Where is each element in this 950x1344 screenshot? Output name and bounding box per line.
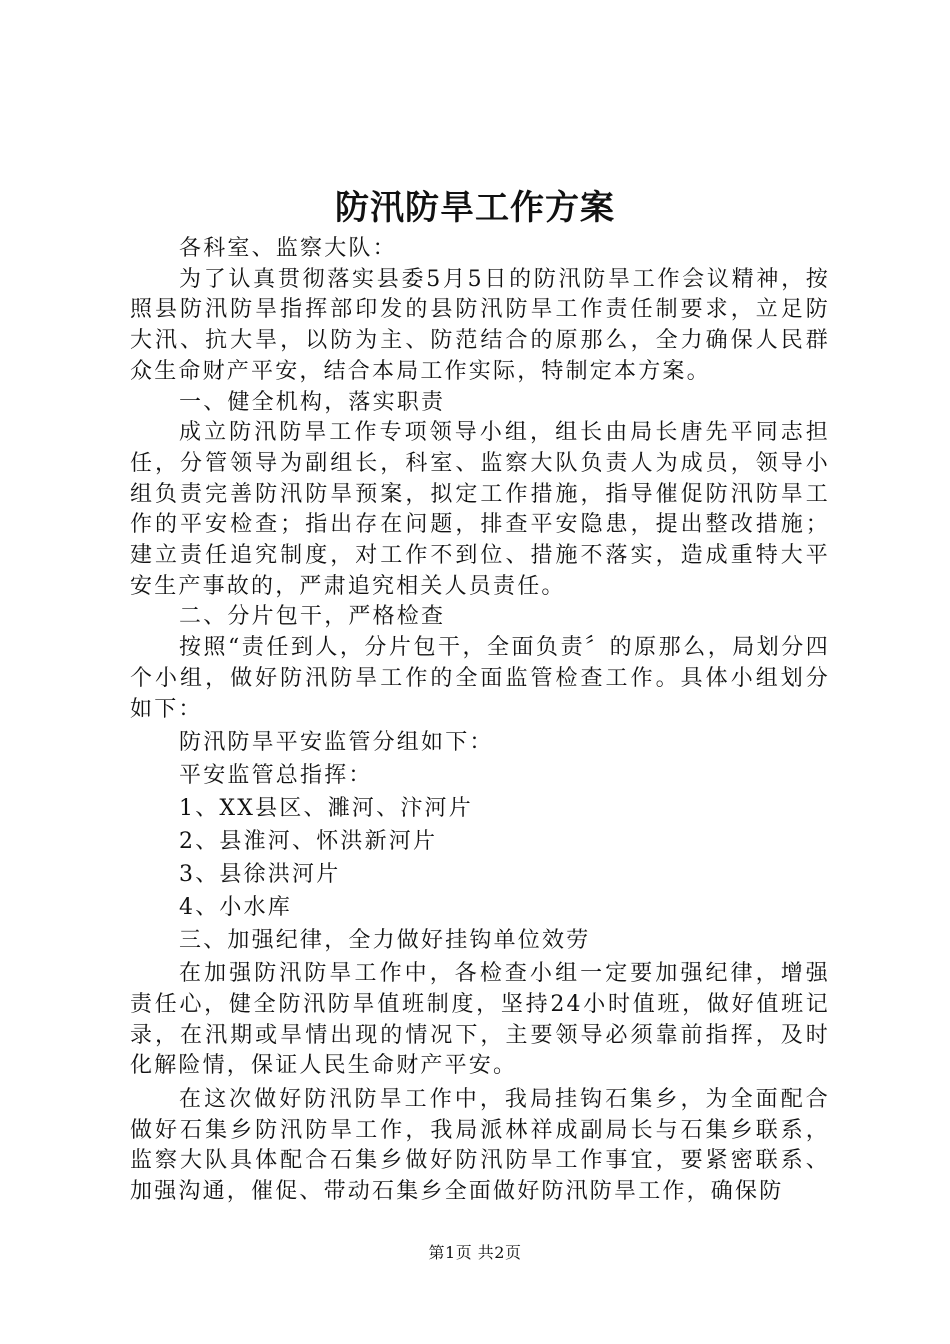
section-3-body-1: 在加强防汛防旱工作中，各检查小组一定要加强纪律，增强责任心，健全防汛防旱值班制度，坚持24小时值班，做好值班记录，在汛期或旱情出现的情况下，主要领导必须靠前指挥，及时化解险情，保证人民生命财产平安。 [130,961,830,1079]
commander-line: 平安监管总指挥： [179,763,373,789]
section-3-heading: 三、加强纪律，全力做好挂钩单位效劳 [179,928,591,954]
page-footer: 第1页 共2页 [428,1243,522,1262]
section-1-heading: 一、健全机构，落实职责 [179,389,446,415]
section-1-body: 成立防汛防旱工作专项领导小组，组长由局长唐先平同志担任，分管领导为副组长，科室、监察大队负责人为成员，领导小组负责完善防汛防旱预案，拟定工作措施，指导催促防汛防旱工作的平安检查；指出存在问题，排查平安隐患，提出整改措施；建立责任追究制度，对工作不到位、措施不落实，造成重特大平安生产事故的，严肃追究相关人员责任。 [130,420,830,599]
document-title: 防汛防旱工作方案 [335,188,615,228]
intro-paragraph: 为了认真贯彻落实县委5月5日的防汛防旱工作会议精神，按照县防汛防旱指挥部印发的县防汛防旱工作责任制要求，立足防大汛、抗大旱，以防为主、防范结合的原那么，全力确保人民群众生命财产平安，结合本局工作实际，特制定本方案。 [130,266,830,384]
section-2-body: 按照“责任到人，分片包干，全面负责〞的原那么，局划分四个小组，做好防汛防旱工作的全面监管检查工作。具体小组划分如下： [130,635,830,722]
group-item-4: 4、小水库 [179,895,292,921]
salutation: 各科室、监察大队： [179,236,397,261]
section-2-heading: 二、分片包干，严格检查 [179,604,446,630]
group-item-3: 3、县徐洪河片 [179,862,341,888]
document-body [130,234,830,1208]
group-item-1: 1、XX县区、濉河、汴河片 [179,796,473,822]
group-intro: 防汛防旱平安监管分组如下： [179,730,494,756]
section-3-body-2: 在这次做好防汛防旱工作中，我局挂钩石集乡，为全面配合做好石集乡防汛防旱工作，我局派林祥成副局长与石集乡联系，监察大队具体配合石集乡做好防汛防旱工作事宜，要紧密联系、加强沟通，催促、带动石集乡全面做好防汛防旱工作，确保防 [130,1087,830,1205]
group-item-2: 2、县淮河、怀洪新河片 [179,829,438,855]
